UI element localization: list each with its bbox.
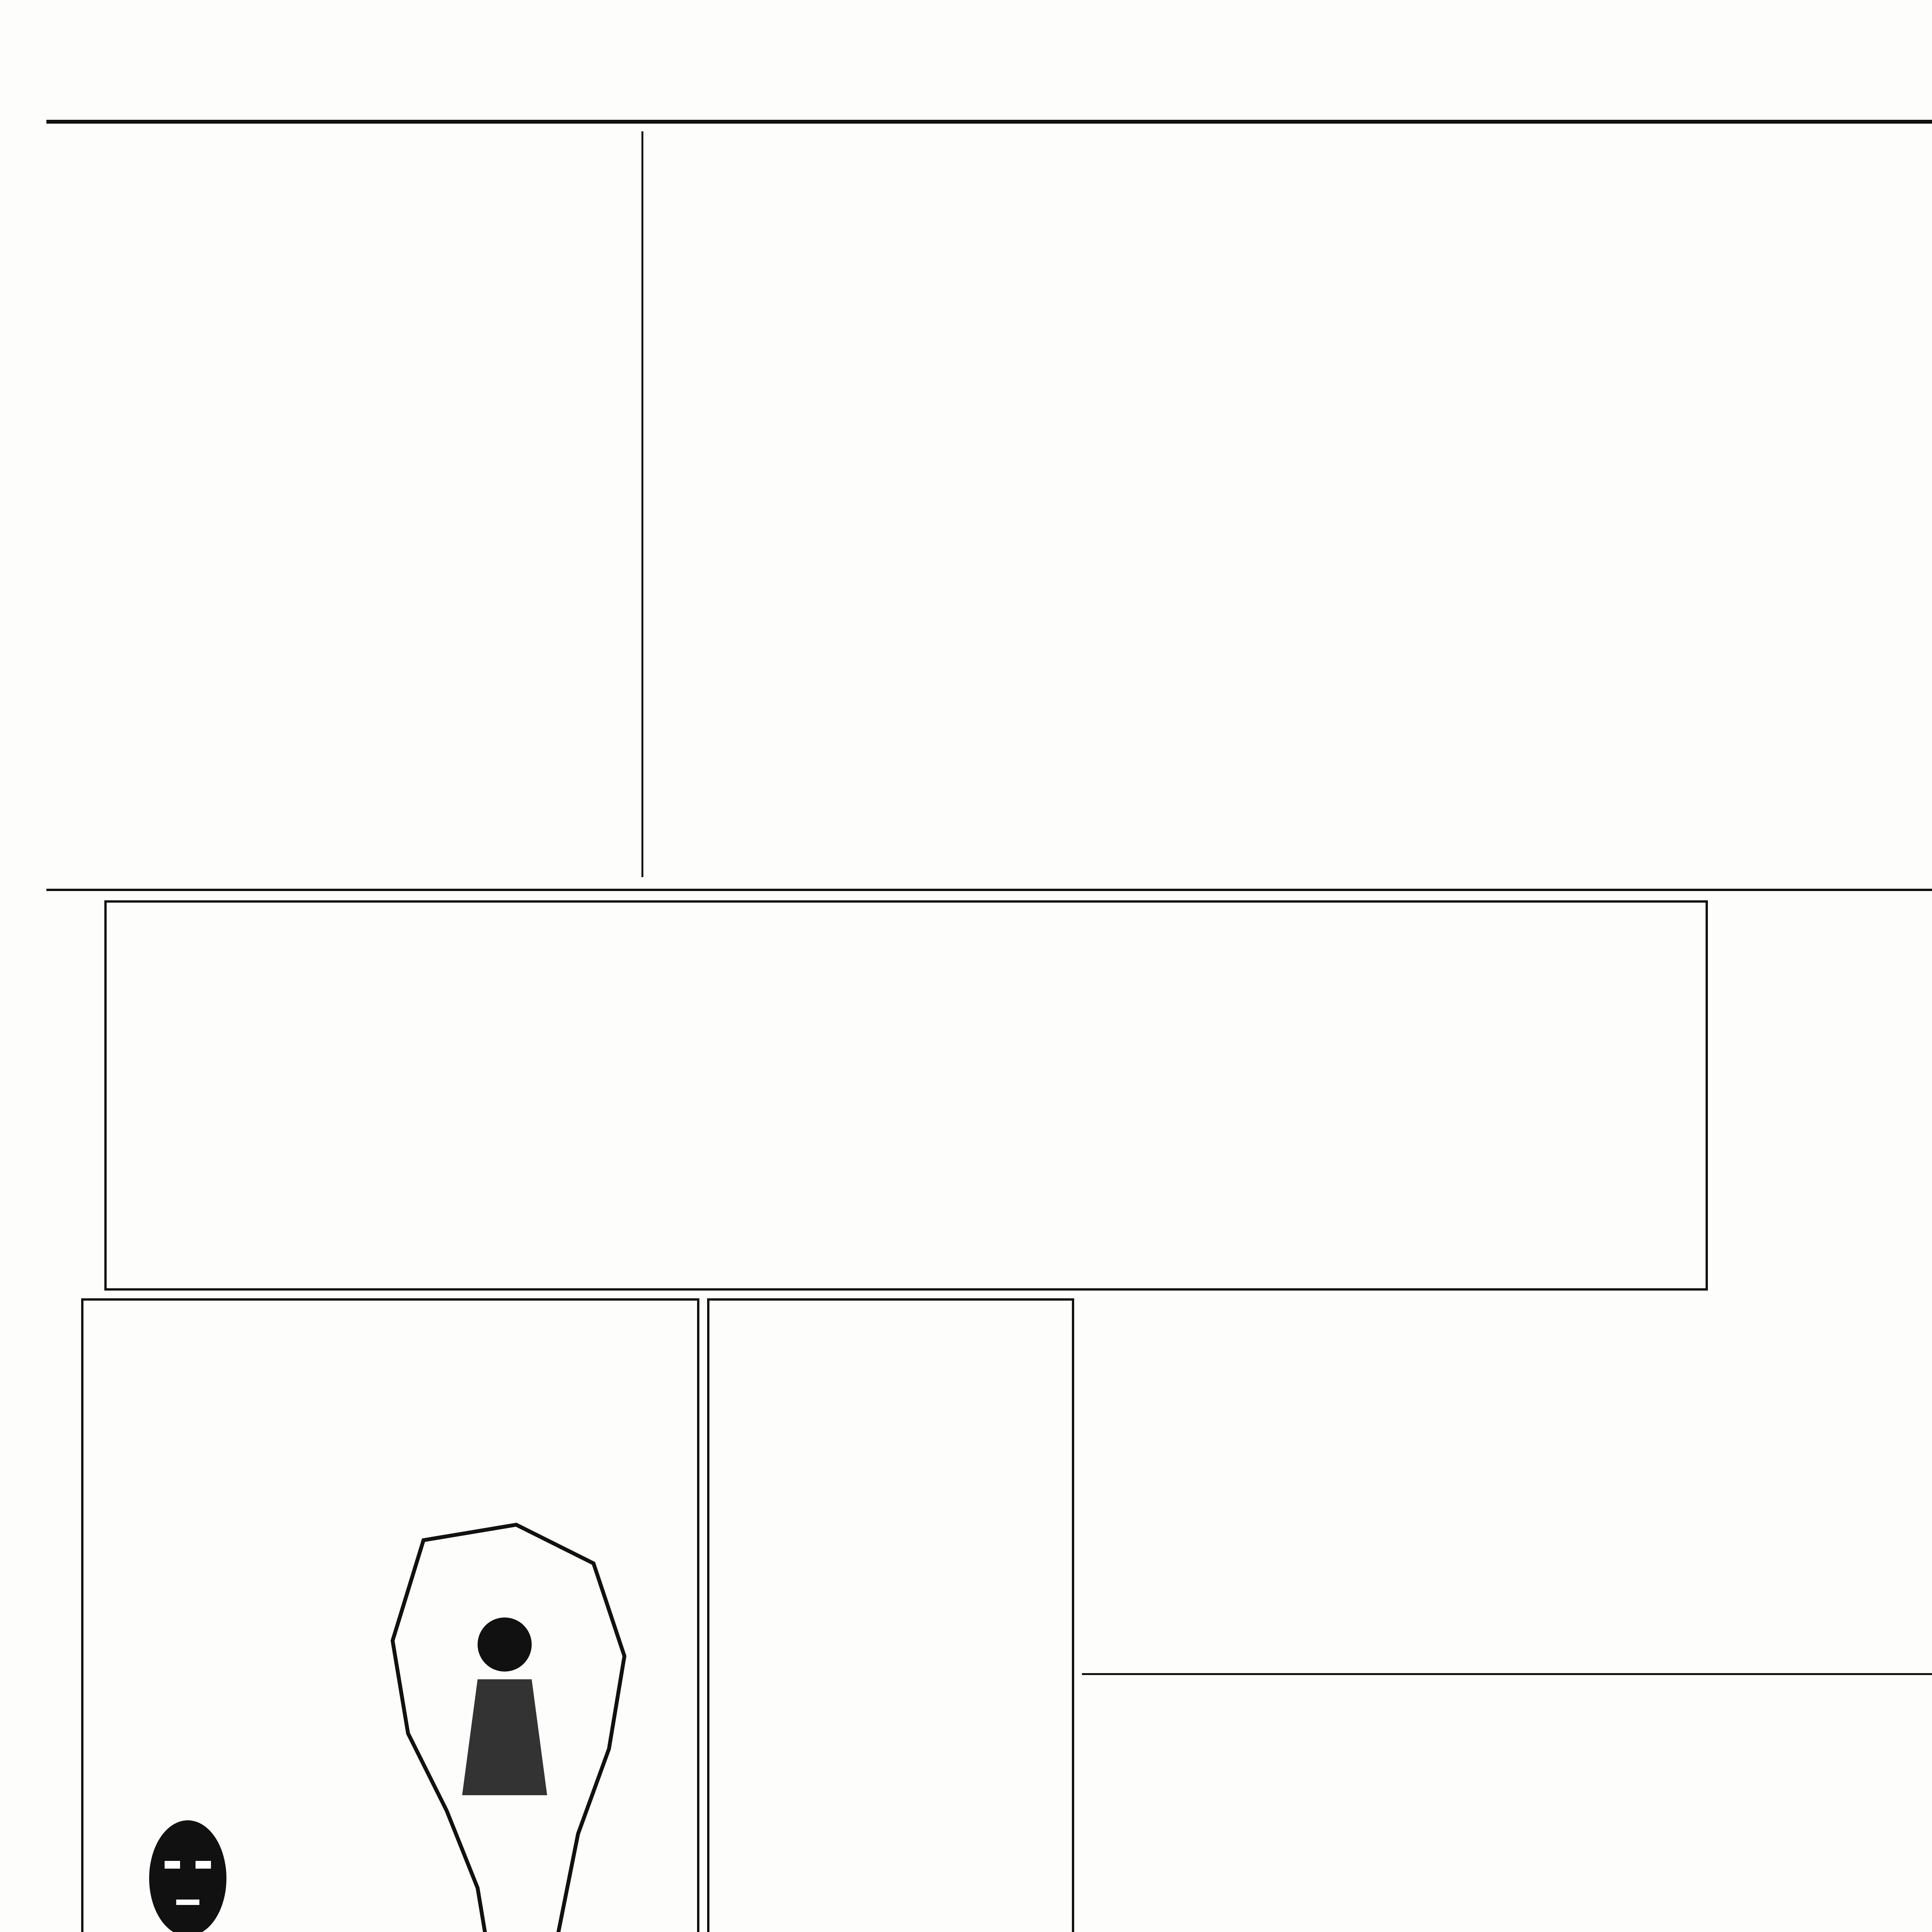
staff-rule	[1082, 1673, 1932, 1675]
upper-section-rule	[46, 889, 1932, 891]
obituary-family	[270, 912, 1121, 1283]
masthead-rule	[46, 120, 1932, 124]
africa-map-art	[377, 1517, 640, 1932]
editorial-divider	[641, 131, 643, 877]
flood-body	[1719, 935, 1882, 1337]
editorial-body	[649, 131, 1932, 877]
cinema-ad	[81, 1298, 699, 1932]
social-news-body	[85, 131, 583, 877]
masthead	[23, 27, 1932, 116]
chungshan-staff	[1090, 1700, 1464, 1932]
lee-notice	[1565, 1700, 1832, 1932]
obituary-addresses	[116, 912, 263, 1283]
congrats-box	[707, 1298, 1074, 1932]
obituary-body	[1128, 912, 1623, 1283]
cha-staff-list	[1090, 1310, 1932, 1665]
tribal-mask-icon	[141, 1815, 234, 1932]
congrats-body	[733, 1347, 1003, 1932]
lui-notice	[1893, 1700, 1932, 1932]
